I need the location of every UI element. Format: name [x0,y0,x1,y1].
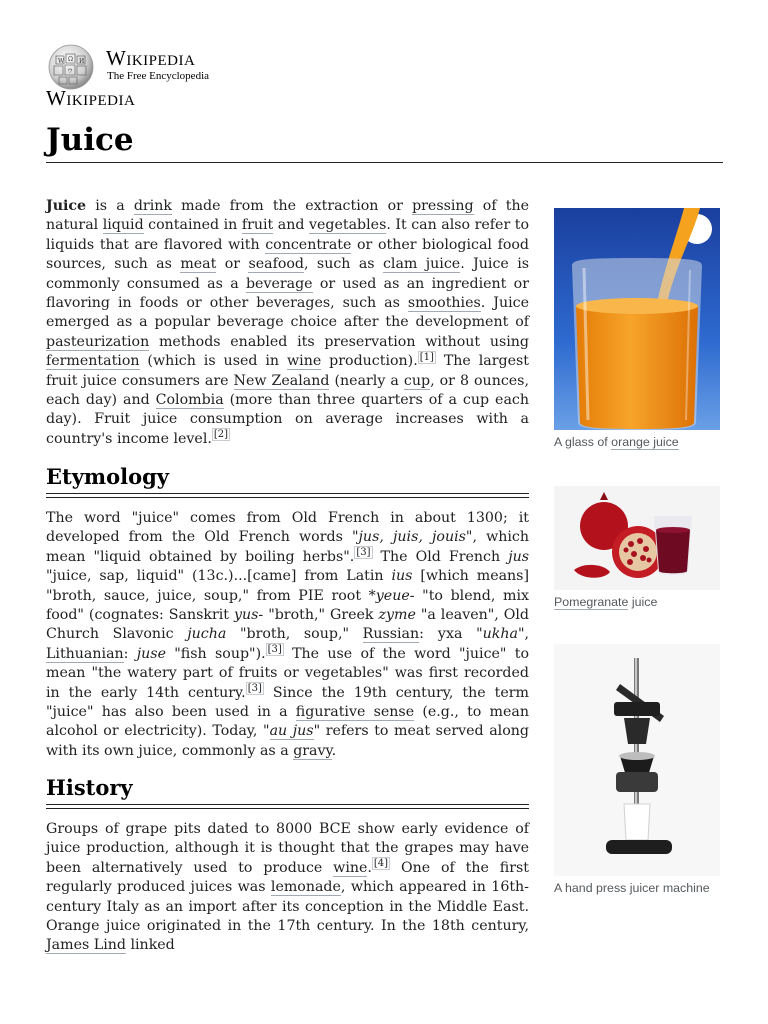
reference-link[interactable]: [2] [213,429,229,441]
text-run: . [367,859,372,876]
text-run: "broth, soup," [226,626,363,643]
text-run: Since the 19th century, the term "juice" has also been used in a [46,684,529,721]
reference-link[interactable]: [1] [419,351,434,363]
article-link[interactable]: wine [287,353,322,370]
svg-text:Ω: Ω [68,56,73,63]
text-run: : уха " [419,626,483,643]
italic-term: yus- [233,607,264,624]
text-run: or other biological food sources, such as [46,236,530,273]
reference-link[interactable]: [4] [373,858,389,870]
text-run: : [123,645,137,662]
reference-marker [354,546,372,559]
article-link[interactable]: seafood [248,256,305,273]
italic-term: jus, juis, jouis [358,529,466,546]
caption-link-orange-juice[interactable]: orange juice [611,435,679,449]
article-link[interactable]: figurative sense [295,704,415,721]
article-link[interactable]: gravy [293,742,332,759]
text-run: "juice, sap, liquid" (13c.)...[came] from Latin [46,568,392,585]
wikipedia-logo[interactable] [46,42,346,110]
text-run: linked [125,937,175,954]
wordmark-secondary: Wikipedia [46,86,136,110]
text-run: "broth," Greek [263,607,379,624]
figure-caption [554,880,720,897]
text-run: The largest fruit juice consumers are [46,353,529,389]
svg-text:И: И [79,58,85,65]
text-run: , such as [304,256,383,273]
article-link[interactable]: smoothies [407,295,481,312]
article-link[interactable]: Lithuanian [46,645,124,662]
article-link[interactable]: drink [133,198,172,214]
text-run: , which appeared in 16th-century Italy as an import after its conception in the Middle East. Orange juice originated in the 17th century. In the 18th century, [46,879,529,935]
article-link[interactable]: fermentation [46,353,140,370]
history-paragraph [46,820,529,956]
reference-marker [246,682,264,695]
text-run: methods enabled its preservation without using [149,333,529,350]
orange-juice-image[interactable] [554,208,720,430]
figure-pomegranate-juice [554,486,720,611]
text-run: " refers to meat served along with its own juice, commonly as a [46,723,529,759]
svg-text:ウ: ウ [67,68,74,75]
text-run: and [273,217,309,234]
italic-term: jucha [187,626,227,643]
article-link[interactable]: New Zealand [233,372,330,389]
text-run: . It can also refer to liquids that are flavored with [46,217,529,253]
text-run: . Juice emerged as a popular beverage choice after the development of [46,295,529,331]
italic-term: jus [508,548,530,565]
text-run: of the natural [46,198,529,234]
text-run: The Old French [372,548,509,565]
article-link[interactable]: concentrate [265,236,352,253]
article-link[interactable]: pressing [412,198,474,214]
text-run: made from the extraction or [171,198,413,214]
section-heading-history: History [46,775,133,800]
section-heading-etymology: Etymology [46,464,170,489]
text-run: (e.g., to mean alcohol or electricity). Today, " [46,704,530,740]
text-run: or used as an ingredient or flavoring in foods or other beverages, such as [46,275,529,312]
article-link[interactable]: vegetables [309,217,387,234]
reference-marker [372,857,390,870]
text-run: or [216,256,249,273]
text-run: contained in [143,217,242,234]
text-run: (more than three quarters of a cup each day). Fruit juice consumption on average increases with a country's income level. [46,392,529,447]
text-run: ", which mean "liquid obtained by boiling herbs". [46,529,530,565]
article-link[interactable]: James Lind [46,937,126,954]
article-link[interactable]: meat [180,256,217,273]
article-link[interactable]: clam juice [382,256,461,273]
italic-term: ius [391,568,413,585]
text-run: [which means] "broth, sauce, juice, soup," from PIE root * [46,568,529,604]
caption-text: A hand press juicer machine [554,881,710,895]
title-divider [46,162,723,163]
etymology-paragraph [46,509,529,761]
wordmark: Wikipedia [106,46,196,70]
caption-text: juice [628,595,658,609]
page-title: Juice [46,122,134,158]
svg-text:W: W [58,58,65,65]
text-run: , or 8 ounces, each day) and [46,372,529,409]
figure-caption [554,594,720,611]
caption-text: A glass of [554,435,612,449]
article-link[interactable]: cup [403,372,431,389]
article-link[interactable]: Colombia [155,392,224,409]
figure-orange-juice [554,208,720,451]
article-link[interactable]: pasteurization [46,333,150,350]
article-link[interactable]: Russian [362,626,420,643]
text-run: "fish soup"). [165,645,266,662]
bold-term: Juice [46,198,87,214]
reference-link[interactable]: [3] [267,644,282,656]
figure-caption [554,434,720,451]
text-run: is a [86,198,134,214]
italic-term: zyme [378,607,416,624]
pomegranate-juice-image[interactable] [554,486,720,590]
reference-marker [418,351,436,364]
figure-hand-press-juicer [554,644,720,897]
text-run: The word "juice" comes from Old French in about 1300; it developed from the Old French words " [46,510,529,546]
article-link[interactable]: fruit [241,217,274,234]
text-run: One of the first regularly produced juices was [46,859,529,896]
text-run: . [331,742,337,759]
wikipedia-globe-icon [46,44,96,90]
text-run: . Juice is commonly consumed as a [46,256,530,292]
text-run: "to blend, mix food" (cognates: Sanskrit [46,587,529,624]
text-run: Groups of grape pits dated to 8000 BCE show early evidence of juice production, although it is thought that the grapes may have been alternatively used to produce [46,821,529,876]
reference-link[interactable]: [3] [247,682,262,694]
article-link[interactable]: liquid [102,217,144,234]
article-link[interactable]: au jus [269,723,314,740]
hand-press-juicer-image[interactable] [554,644,720,876]
reference-link[interactable]: [3] [356,547,371,559]
section-divider [46,493,529,498]
text-run: The use of the word "juice" to mean "the watery part of fruits or vegetables" was first recorded in the early 14th century. [46,645,529,701]
tagline: The Free Encyclopedia [107,70,210,82]
text-run: ", [517,626,529,643]
article-link[interactable]: beverage [245,275,313,292]
text-run: "a leaven", Old Church Slavonic [46,607,530,643]
text-run: production). [321,353,418,370]
italic-term: ukha [482,626,518,643]
text-run: (which is used in [139,353,288,370]
reference-marker [212,428,230,441]
text-run: (nearly a [329,372,404,389]
italic-term: juse [136,645,166,662]
intro-paragraph [46,197,529,449]
section-divider [46,804,529,809]
article-link[interactable]: lemonade [270,879,341,896]
reference-marker [266,643,284,656]
caption-link-pomegranate[interactable]: Pomegranate [554,595,629,609]
italic-term: yeue- [375,587,415,604]
article-link[interactable]: wine [333,859,368,876]
